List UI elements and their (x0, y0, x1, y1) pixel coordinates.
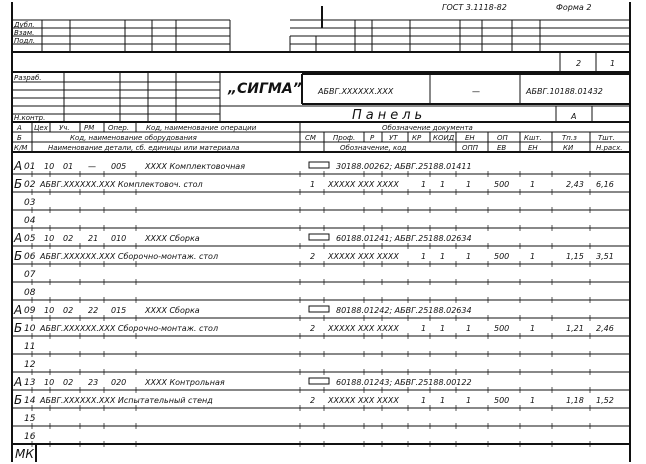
cell-sm: 2 (310, 252, 316, 261)
hdr-section: Уч. (59, 124, 70, 132)
hdr-part-name: Наименование детали, сб. единицы или материала (48, 144, 240, 152)
top-header (12, 3, 630, 72)
developer-label: Разраб. (14, 74, 42, 82)
hdr-docs: Обозначение документа (382, 124, 473, 132)
hdr-prof: Проф. (333, 134, 356, 142)
hdr-en: ЕН (465, 134, 475, 142)
cell-sm: 2 (310, 324, 316, 333)
cell-kr: 1 (440, 180, 446, 189)
row-prefix: Б (14, 249, 23, 263)
cell-ut: 1 (421, 252, 427, 261)
dash: — (472, 87, 480, 96)
row-number: 05 (24, 234, 36, 244)
hdr-opp: ОПП (462, 144, 479, 152)
vzam-label: Взам. (14, 29, 35, 37)
row-number: 03 (24, 198, 36, 208)
cell-tpz: 2,43 (566, 180, 584, 189)
doc-code: АБВГ.XXXXXX.XXX (318, 87, 394, 96)
doc-box-icon (309, 306, 329, 312)
cell-kst: 1 (530, 252, 536, 261)
hdr-en2: ЕН (528, 144, 538, 152)
cell-prof: XXXXX XXX XXXX (328, 252, 399, 261)
cell-prof: XXXXX XXX XXXX (328, 180, 399, 189)
cell-kond: 1 (466, 252, 472, 261)
hdr-shop: Цех (34, 124, 48, 132)
row-prefix: А (14, 231, 23, 245)
letter-code: А (571, 112, 577, 121)
row-prefix: Б (14, 393, 23, 407)
op-workplace: 23 (88, 378, 99, 387)
op-section: 01 (63, 162, 74, 171)
cell-op: 500 (494, 396, 510, 405)
equipment-name: АБВГ.XXXXXX.XXX Комплектовоч. стол (40, 180, 203, 189)
hdr-nrash: Н.расх. (596, 144, 623, 152)
op-shop: 10 (44, 378, 55, 387)
row-number: 02 (24, 180, 36, 190)
doc-box-icon (309, 162, 329, 168)
cell-kst: 1 (530, 396, 536, 405)
op-name: XXXX Сборка (145, 234, 200, 243)
row-number: 14 (24, 396, 36, 406)
hdr-sm: СМ (305, 134, 316, 142)
row-number: 07 (24, 270, 36, 280)
row-number: 08 (24, 288, 36, 298)
equipment-name: АБВГ.XXXXXX.XXX Сборочно-монтаж. стол (40, 252, 219, 261)
cell-tsht: 3,51 (596, 252, 614, 261)
cell-kst: 1 (530, 324, 536, 333)
cell-op: 500 (494, 180, 510, 189)
op-number: 020 (111, 378, 127, 387)
hdr-a-prefix: А (17, 124, 22, 132)
cell-tpz: 1,21 (566, 324, 584, 333)
op-section: 02 (63, 306, 74, 315)
row-number: 13 (24, 378, 36, 388)
hdr-r: Р (370, 134, 375, 142)
row-number: 10 (24, 324, 36, 334)
cell-tsht: 6,16 (596, 180, 614, 189)
op-workplace: 22 (88, 306, 99, 315)
hdr-op: ОП (497, 134, 508, 142)
cell-op: 500 (494, 252, 510, 261)
cell-op: 500 (494, 324, 510, 333)
footer-code: МК (15, 447, 34, 461)
cell-kond: 1 (466, 180, 472, 189)
product-name: Панель (352, 108, 427, 123)
hdr-k-prefix: К/М (14, 144, 28, 152)
cell-ut: 1 (421, 396, 427, 405)
form-label: Форма 2 (556, 3, 592, 12)
column-headers (12, 122, 630, 152)
row-prefix: А (14, 375, 23, 389)
cell-ut: 1 (421, 180, 427, 189)
op-name: XXXX Сборка (145, 306, 200, 315)
doc-box-icon (309, 234, 329, 240)
sheet-total: 2 (576, 59, 582, 68)
sheet-number: 1 (610, 59, 616, 68)
row-prefix: Б (14, 321, 23, 335)
row-prefix: Б (14, 177, 23, 191)
op-shop: 10 (44, 162, 55, 171)
row-number: 11 (24, 342, 36, 352)
op-number: 005 (111, 162, 127, 171)
cell-tpz: 1,15 (566, 252, 584, 261)
company-name: „СИГМА” (228, 81, 302, 97)
title-block (12, 72, 630, 123)
row-number: 12 (24, 360, 36, 370)
row-prefix: А (14, 303, 23, 317)
hdr-b-prefix: Б (17, 134, 22, 142)
op-section: 02 (63, 378, 74, 387)
hdr-ut: УТ (389, 134, 398, 142)
norm-control-label: Н.контр. (14, 114, 46, 122)
cell-kond: 1 (466, 324, 472, 333)
row-prefix: А (14, 159, 23, 173)
op-number: 010 (111, 234, 127, 243)
op-name: XXXX Комплектовочная (145, 162, 246, 171)
hdr-kr: КР (412, 134, 422, 142)
op-workplace: 21 (88, 234, 99, 243)
cell-sm: 2 (310, 396, 316, 405)
row-number: 09 (24, 306, 36, 316)
hdr-tsht: Тшт. (598, 134, 615, 142)
cell-kr: 1 (440, 324, 446, 333)
row-number: 01 (24, 162, 36, 172)
hdr-kond: КОИД (433, 134, 455, 142)
cell-tsht: 1,52 (596, 396, 614, 405)
op-workplace: — (88, 162, 96, 171)
hdr-workplace: РМ (84, 124, 95, 132)
hdr-oper: Опер. (108, 124, 130, 132)
cell-kond: 1 (466, 396, 472, 405)
doc-box-icon (309, 378, 329, 384)
equipment-name: АБВГ.XXXXXX.XXX Испытательный стенд (40, 396, 213, 405)
hdr-kst: Кшт. (524, 134, 542, 142)
row-number: 16 (24, 432, 36, 442)
row-number: 06 (24, 252, 36, 262)
hdr-equipment: Код, наименование оборудования (70, 134, 197, 142)
cell-tpz: 1,18 (566, 396, 584, 405)
podl-label: Подл. (14, 37, 36, 45)
hdr-designation: Обозначение, код (340, 144, 407, 152)
cell-kr: 1 (440, 252, 446, 261)
op-documents: 60188.01241; АБВГ.25188.02634 (336, 234, 472, 243)
route-rows (12, 159, 630, 447)
op-number: 015 (111, 306, 127, 315)
row-number: 15 (24, 414, 36, 424)
cell-prof: XXXXX XXX XXXX (328, 324, 399, 333)
row-number: 04 (24, 216, 36, 226)
op-name: XXXX Контрольная (145, 378, 225, 387)
dubl-label: Дубл. (14, 21, 35, 29)
cell-kr: 1 (440, 396, 446, 405)
op-documents: 60188.01243; АБВГ.25188.00122 (336, 378, 472, 387)
cell-tsht: 2,46 (596, 324, 614, 333)
hdr-tpz: Тп.з (562, 134, 577, 142)
op-section: 02 (63, 234, 74, 243)
hdr-ev: ЕВ (497, 144, 507, 152)
hdr-op-name: Код, наименование операции (146, 124, 257, 132)
product-code: АБВГ.10188.01432 (526, 87, 603, 96)
cell-kst: 1 (530, 180, 536, 189)
cell-prof: XXXXX XXX XXXX (328, 396, 399, 405)
op-documents: 80188.01242; АБВГ.25188.02634 (336, 306, 472, 315)
equipment-name: АБВГ.XXXXXX.XXX Сборочно-монтаж. стол (40, 324, 219, 333)
op-shop: 10 (44, 234, 55, 243)
op-documents: 30188.00262; АБВГ.25188.01411 (336, 162, 472, 171)
standard-label: ГОСТ 3.1118-82 (442, 3, 507, 12)
cell-sm: 1 (310, 180, 316, 189)
op-shop: 10 (44, 306, 55, 315)
cell-ut: 1 (421, 324, 427, 333)
hdr-ki: КИ (563, 144, 574, 152)
